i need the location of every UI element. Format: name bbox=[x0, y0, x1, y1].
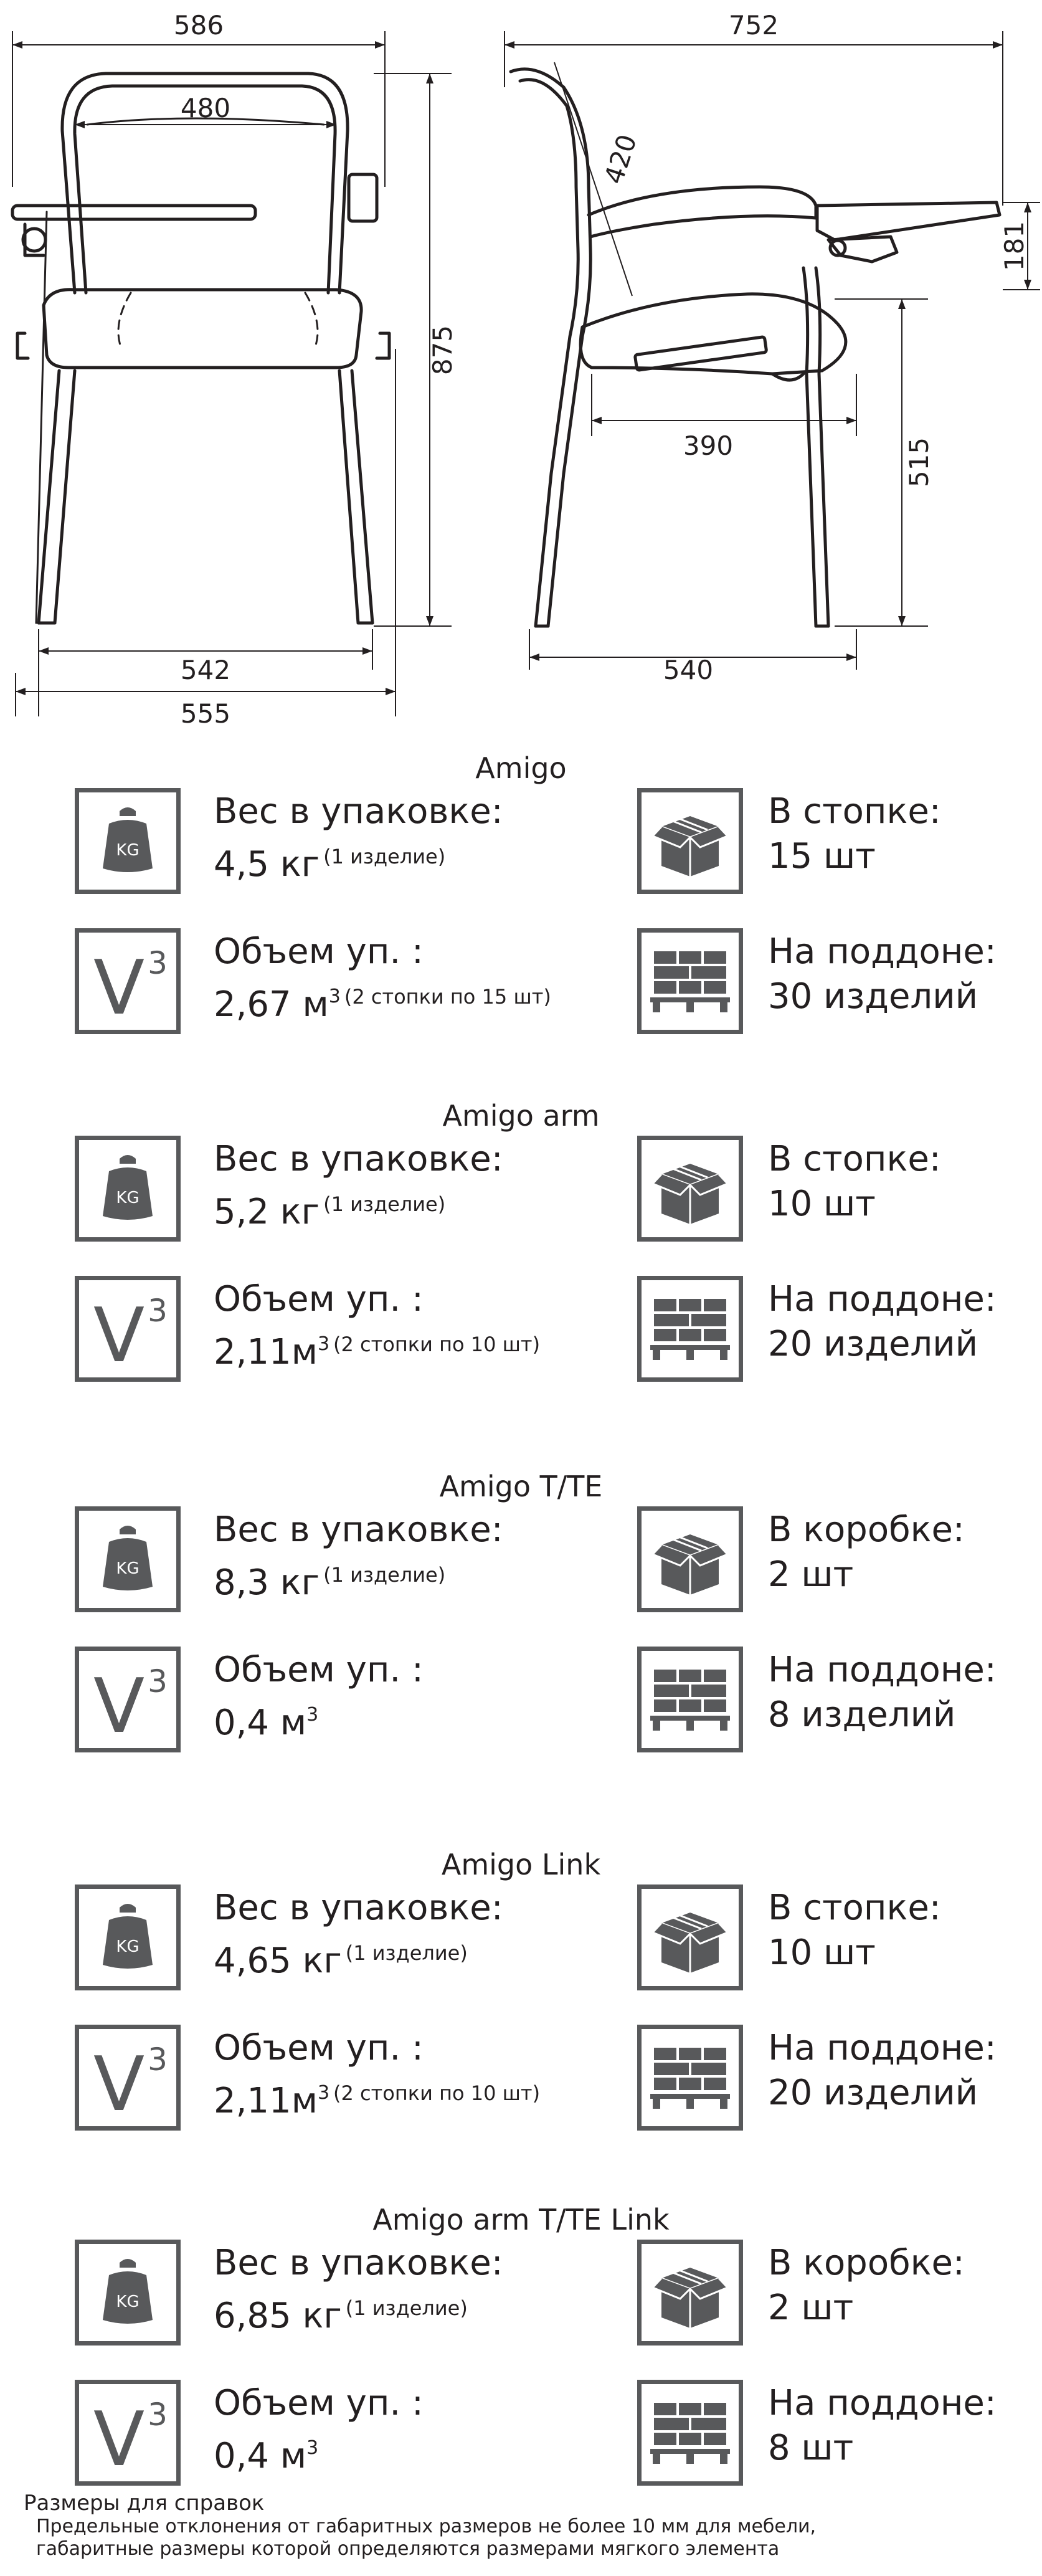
value: 20 изделий bbox=[768, 2073, 978, 2113]
label: KG bbox=[116, 1189, 140, 1207]
value: 5,2 кг bbox=[214, 1192, 320, 1232]
footer-note bbox=[24, 2491, 1033, 2560]
superscript: 3 bbox=[317, 2082, 330, 2104]
product-title: Amigo Link bbox=[441, 1848, 601, 1881]
value: В стопке: bbox=[768, 1888, 941, 1928]
box-icon bbox=[637, 2240, 743, 2345]
label: Объем уп. : bbox=[214, 2028, 424, 2068]
footer-title: Размеры для справок bbox=[24, 2491, 265, 2516]
box-icon bbox=[637, 1136, 743, 1242]
label: V bbox=[93, 2397, 145, 2481]
box-icon bbox=[637, 788, 743, 894]
weight-icon bbox=[75, 788, 181, 894]
label: 3 bbox=[148, 2041, 168, 2078]
footnote: (1 изделие) bbox=[323, 1563, 446, 1587]
weight-icon bbox=[75, 1884, 181, 1990]
dim-front-base-width: 555 bbox=[180, 698, 231, 729]
product-title: Amigo T/TE bbox=[439, 1470, 603, 1503]
count-text bbox=[768, 789, 941, 879]
value: 8 шт bbox=[768, 2428, 854, 2468]
label: V bbox=[93, 1293, 145, 1377]
weight-text bbox=[214, 1508, 503, 1605]
value: 2 шт bbox=[768, 1554, 854, 1595]
superscript: 3 bbox=[306, 1704, 319, 1726]
dim-side-tablet-height: 181 bbox=[999, 221, 1030, 272]
footnote: (2 стопки по 15 шт) bbox=[344, 985, 551, 1009]
dim-front-leg-span: 542 bbox=[180, 655, 231, 685]
label: Объем уп. : bbox=[214, 2383, 424, 2423]
superscript: 3 bbox=[306, 2437, 319, 2459]
value: В коробке: bbox=[768, 1509, 965, 1550]
pallet-icon bbox=[637, 1276, 743, 1382]
pallet-text bbox=[768, 2381, 997, 2471]
pallet-icon bbox=[637, 928, 743, 1034]
weight-text bbox=[214, 1886, 503, 1984]
dim-side-overall-depth: 752 bbox=[728, 10, 779, 40]
value: 2,11м bbox=[214, 2081, 318, 2121]
volume-icon bbox=[75, 928, 181, 1034]
volume-text bbox=[214, 1648, 424, 1746]
value: 10 шт bbox=[768, 1184, 876, 1224]
volume-text bbox=[214, 929, 551, 1027]
value: 6,85 кг bbox=[214, 2296, 342, 2336]
superscript: 3 bbox=[317, 1333, 330, 1355]
value: 4,5 кг bbox=[214, 844, 320, 885]
chair-technical-drawing bbox=[0, 0, 1042, 735]
label: V bbox=[93, 945, 145, 1030]
value: 0,4 м bbox=[214, 1703, 307, 1743]
footnote: (1 изделие) bbox=[323, 1192, 446, 1216]
label: Вес в упаковке: bbox=[214, 2243, 503, 2283]
label: На поддоне: bbox=[768, 1650, 997, 1690]
label: Вес в упаковке: bbox=[214, 1888, 503, 1928]
dim-front-overall-width: 586 bbox=[173, 10, 224, 40]
value: В коробке: bbox=[768, 2243, 965, 2283]
volume-icon bbox=[75, 2380, 181, 2486]
front-view bbox=[12, 74, 389, 623]
label: V bbox=[93, 1663, 145, 1748]
label: На поддоне: bbox=[768, 1279, 997, 1319]
label: На поддоне: bbox=[768, 2028, 997, 2068]
value: 8,3 кг bbox=[214, 1562, 320, 1603]
label: 3 bbox=[148, 1293, 168, 1329]
footer-line-1: Предельные отклонения от габаритных размеров не более 10 мм для мебели, bbox=[36, 2516, 817, 2537]
value: 20 изделий bbox=[768, 1324, 978, 1364]
dim-front-back-width: 480 bbox=[180, 93, 231, 123]
product-title: Amigo bbox=[475, 751, 567, 785]
value: 15 шт bbox=[768, 836, 876, 877]
label: Объем уп. : bbox=[214, 931, 424, 972]
footnote: (2 стопки по 10 шт) bbox=[333, 2081, 541, 2105]
dim-side-back-height: 420 bbox=[598, 130, 643, 188]
volume-text bbox=[214, 2381, 424, 2479]
pallet-icon bbox=[637, 2025, 743, 2131]
count-text bbox=[768, 1137, 941, 1227]
label: KG bbox=[116, 1559, 140, 1578]
superscript: 3 bbox=[328, 986, 341, 1007]
label: V bbox=[93, 2041, 145, 2126]
label: Вес в упаковке: bbox=[214, 791, 503, 832]
count-text bbox=[768, 1886, 941, 1975]
weight-icon bbox=[75, 1136, 181, 1242]
label: Вес в упаковке: bbox=[214, 1509, 503, 1550]
value: 2,67 м bbox=[214, 984, 329, 1025]
count-text bbox=[768, 2241, 965, 2331]
pallet-icon bbox=[637, 1647, 743, 1752]
footnote: (1 изделие) bbox=[345, 2296, 468, 2320]
value: В стопке: bbox=[768, 791, 941, 832]
dim-side-base-depth: 540 bbox=[663, 655, 714, 685]
weight-text bbox=[214, 1137, 503, 1235]
dim-side-seat-height: 515 bbox=[904, 437, 934, 488]
box-icon bbox=[637, 1884, 743, 1990]
weight-text bbox=[214, 789, 503, 887]
weight-text bbox=[214, 2241, 503, 2339]
volume-icon bbox=[75, 1647, 181, 1752]
weight-icon bbox=[75, 1506, 181, 1612]
dim-front-height: 875 bbox=[427, 325, 458, 376]
dim-side-seat-depth: 390 bbox=[683, 430, 734, 461]
label: На поддоне: bbox=[768, 931, 997, 972]
value: 2,11м bbox=[214, 1332, 318, 1372]
value: В стопке: bbox=[768, 1139, 941, 1179]
value: 8 изделий bbox=[768, 1694, 956, 1735]
label: KG bbox=[116, 1937, 140, 1956]
footer-line-2: габаритные размеры которой определяются размерами мягкого элемента bbox=[36, 2538, 780, 2560]
label: 3 bbox=[148, 1663, 168, 1699]
value: 30 изделий bbox=[768, 976, 978, 1017]
pallet-text bbox=[768, 1648, 997, 1737]
product-title: Amigo arm T/TE Link bbox=[372, 2203, 670, 2236]
label: KG bbox=[116, 2293, 140, 2311]
value: 2 шт bbox=[768, 2288, 854, 2328]
product-title: Amigo arm bbox=[442, 1099, 600, 1133]
pallet-icon bbox=[637, 2380, 743, 2486]
label: На поддоне: bbox=[768, 2383, 997, 2423]
footnote: (1 изделие) bbox=[345, 1941, 468, 1965]
pallet-text bbox=[768, 929, 997, 1019]
volume-icon bbox=[75, 1276, 181, 1382]
pallet-text bbox=[768, 2026, 997, 2116]
box-icon bbox=[637, 1506, 743, 1612]
label: Вес в упаковке: bbox=[214, 1139, 503, 1179]
label: Объем уп. : bbox=[214, 1650, 424, 1690]
count-text bbox=[768, 1508, 965, 1597]
value: 4,65 кг bbox=[214, 1941, 342, 1981]
value: 0,4 м bbox=[214, 2436, 307, 2476]
pallet-text bbox=[768, 1277, 997, 1367]
value: 10 шт bbox=[768, 1932, 876, 1973]
volume-icon bbox=[75, 2025, 181, 2131]
label: 3 bbox=[148, 945, 168, 981]
label: KG bbox=[116, 841, 140, 860]
footnote: (2 стопки по 10 шт) bbox=[333, 1333, 541, 1356]
volume-text bbox=[214, 1277, 540, 1375]
label: Объем уп. : bbox=[214, 1279, 424, 1319]
label: 3 bbox=[148, 2397, 168, 2433]
footnote: (1 изделие) bbox=[323, 845, 446, 868]
volume-text bbox=[214, 2026, 540, 2124]
weight-icon bbox=[75, 2240, 181, 2345]
